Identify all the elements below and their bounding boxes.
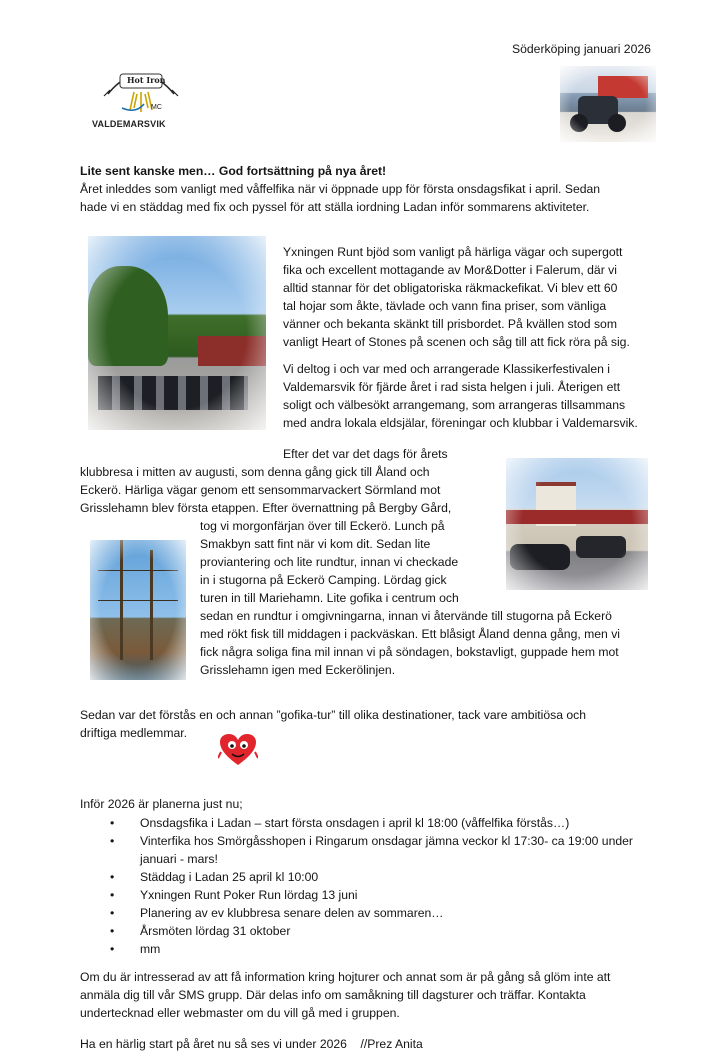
klassiker-line: soligt och välbesökt arrangemang, som arrangeras tillsammans [283,398,626,412]
gofika-paragraph [80,706,586,742]
klubbresa-line: Eckerö. Härliga vägar genom ett sensommarvackert Sörmland mot [80,483,441,497]
logo-hot-iron-text: Hot Iron [127,75,166,85]
klubbresa-line: Grisslehamn igen med Eckerölinjen. [200,663,396,677]
plans-intro: Inför 2026 är planerna just nu; [80,797,243,811]
plans-list [110,814,633,958]
intro-line: Året inleddes som vanligt med våffelfika när vi öppnade upp för första onsdagsfikat i april. Sedan [80,182,601,196]
yxningen-line: Yxningen Runt bjöd som vanligt på härliga vägar och supergott [283,245,623,259]
header-photo [560,66,656,142]
list-item: • Årsmöten lördag 31 oktober [110,924,291,938]
yxningen-line: alltid stannar för det obligatoriska räkmackefikat. Vi blev ett 60 [283,281,618,295]
list-item: • Planering av ev klubbresa senare delen av sommaren… [110,906,444,920]
yxningen-line: fika och excellent mottagande av Mor&Dotter i Falerum, där vi [283,263,617,277]
intro-line: hade vi en städdag med fix och pyssel för att ställa iordning Ladan inför sommarens aktiviteter. [80,200,590,214]
photo-yxningen [88,236,266,430]
klassiker-line: med andra lokala eldsjälar, föreningar och klubbar i Valdemarsvik. [283,416,638,430]
klubbresa-line: turen in till Mariehamn. Lite gofika i centrum och [200,591,459,605]
logo-mc-text: MC [151,104,162,111]
intro-paragraph [80,180,600,216]
yxningen-line: vänner och bekanta skänkt till prisbordet. På kvällen stod som [283,317,617,331]
klubbresa-line: Efter det var det dags för årets [283,447,448,461]
klassiker-paragraph [283,360,638,432]
klubbresa-paragraph-a [80,463,451,517]
sms-paragraph [80,968,610,1022]
closing-line: Ha en härlig start på året nu så ses vi under 2026 //Prez Anita [80,1037,423,1051]
yxningen-line: vanligt Heart of Stones på scenen och såg till att fick röra på sig. [283,335,630,349]
list-item: • Onsdagsfika i Ladan – start första onsdagen i april kl 18:00 (våffelfika förstås…) [110,816,570,830]
sms-line: undertecknad eller webmaster om du vill gå med i gruppen. [80,1006,400,1020]
klubbresa-line: in i stugorna på Eckerö Camping. Lördag gick [200,573,447,587]
list-item: • Vinterfika hos Smörgåsshopen i Ringarum onsdagar jämna veckor kl 17:30- ca 19:00 under [110,834,633,848]
list-item: • Yxningen Runt Poker Run lördag 13 juni [110,888,358,902]
klubbresa-line: proviantering och lite rundtur, innan vi checkade [200,555,459,569]
list-item: • Städdag i Ladan 25 april kl 10:00 [110,870,319,884]
klubbresa-line: tog vi morgonfärjan över till Eckerö. Lunch på [200,519,445,533]
klubbresa-line: med rökt fisk till middagen i packväskan. Ett blåsigt Åland denna gång, men vi [200,627,621,641]
klubbresa-paragraph-b [200,517,620,679]
sms-line: anmäla dig till vår SMS grupp. Där delas info om samåkning till dagsturer och träffar. Kontakta [80,988,586,1002]
date-line: Söderköping januari 2026 [512,42,651,56]
yxningen-line: tal hojar som åkte, tävlade och vann fina priser, som vänliga [283,299,607,313]
klubbresa-line: fick några soliga fina mil innan vi på söndagen, bokstavligt, guppade hem mot [200,645,619,659]
gofika-line: Sedan var det förstås en och annan ”gofika-tur” till olika destinationer, tack vare ambitiösa och [80,708,587,722]
klubbresa-line: Smakbyn satt fint när vi kom dit. Sedan lite [200,537,431,551]
photo-ship [90,540,186,680]
list-item: • mm [110,942,161,956]
intro-heading: Lite sent kanske men… God fortsättning på nya året! [80,164,387,178]
klubbresa-line: Grisslehamn blev första etappen. Efter övernattning på Bergby Gård, [80,501,452,515]
heart-icon [218,732,258,768]
sms-line: Om du är intresserad av att få information kring hojturer och annat som är på gång så glöm inte att [80,970,611,984]
gofika-line: driftiga medlemmar. [80,726,188,740]
logo-club-name: VALDEMARSVIK [92,119,166,129]
klassiker-line: Valdemarsvik för fjärde året i rad sista helgen i juli. Återigen ett [283,380,621,394]
yxningen-paragraph [283,243,630,351]
klassiker-line: Vi deltog i och var med och arrangerade Klassikerfestivalen i [283,362,610,376]
klubbresa-line: sedan en rundtur i omgivningarna, innan vi återvände till stugorna på Eckerö [200,609,612,623]
list-item-continued: januari - mars! [140,852,218,866]
klubbresa-line: klubbresa i mitten av augusti, som denna gång gick till Åland och [80,465,430,479]
club-logo [92,64,186,134]
